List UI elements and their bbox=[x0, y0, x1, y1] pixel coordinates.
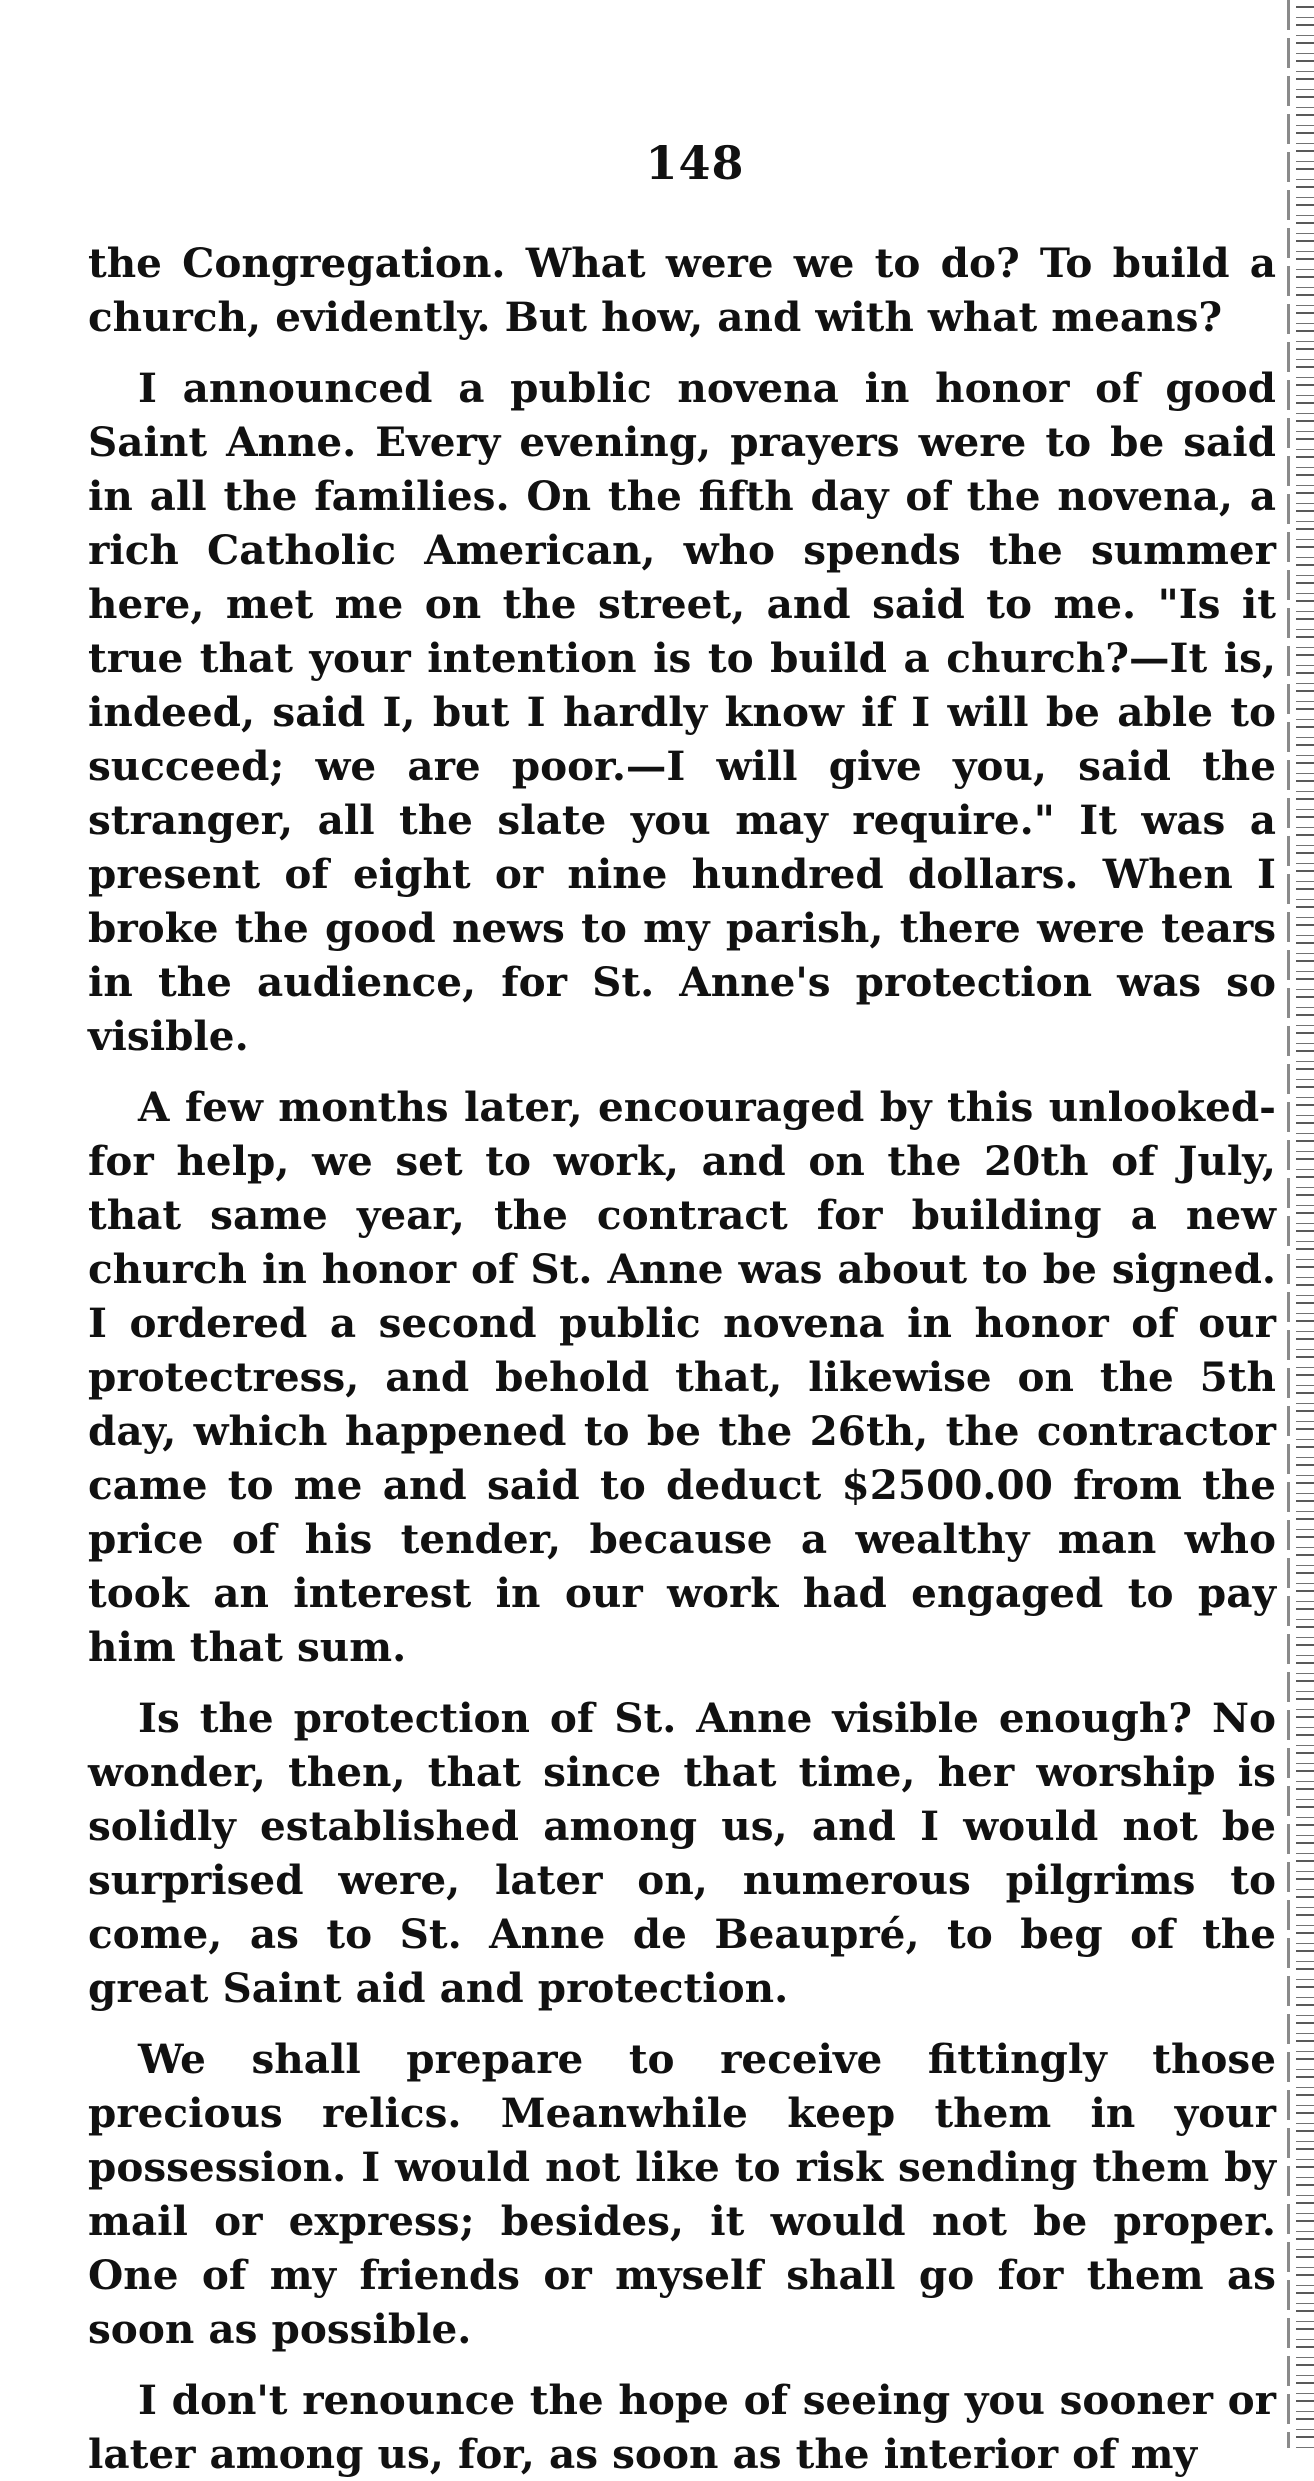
page-edge-marks bbox=[1296, 0, 1314, 2448]
page-number: 148 bbox=[645, 136, 745, 190]
paragraph: We shall prepare to receive fittingly those precious relics. Meanwhile keep them in your possession. I would not like to risk sending them by mail or express; besides, it would not be proper. One of my friends or myself shall go for them as soon as possible. bbox=[88, 2035, 1276, 2353]
paragraph-continuation: the Congregation. What were we to do? To build a church, evidently. But how, and with what means? bbox=[88, 239, 1276, 341]
binding-rule bbox=[1287, 0, 1290, 2448]
body-text bbox=[88, 236, 1276, 2481]
paragraph: I don't renounce the hope of seeing you sooner or later among us, for, as soon as the interior of my bbox=[88, 2376, 1276, 2478]
paragraph: A few months later, encouraged by this unlooked-for help, we set to work, and on the 20th of July, that same year, the contract for building a new church in honor of St. Anne was about to be signed. I ordered a second public novena in honor of our protectress, and behold that, likewise on the 5th day, which happened to be the 26th, the contractor came to me and said to deduct $2500.00 from the price of his tender, because a wealthy man who took an interest in our work had engaged to pay him that sum. bbox=[88, 1083, 1276, 1671]
paragraph: Is the protection of St. Anne visible enough? No wonder, then, that since that time, her worship is solidly established among us, and I would not be surprised were, later on, numerous pilgrims to come, as to St. Anne de Beaupré, to beg of the great Saint aid and protection. bbox=[88, 1694, 1276, 2012]
paragraph: I announced a public novena in honor of good Saint Anne. Every evening, prayers were to be said in all the families. On the fifth day of the novena, a rich Catholic American, who spends the summer here, met me on the street, and said to me. "Is it true that your intention is to build a church?—It is, indeed, said I, but I hardly know if I will be able to succeed; we are poor.—I will give you, said the stranger, all the slate you may require." It was a present of eight or nine hundred dollars. When I broke the good news to my parish, there were tears in the audience, for St. Anne's protection was so visible. bbox=[88, 364, 1276, 1060]
